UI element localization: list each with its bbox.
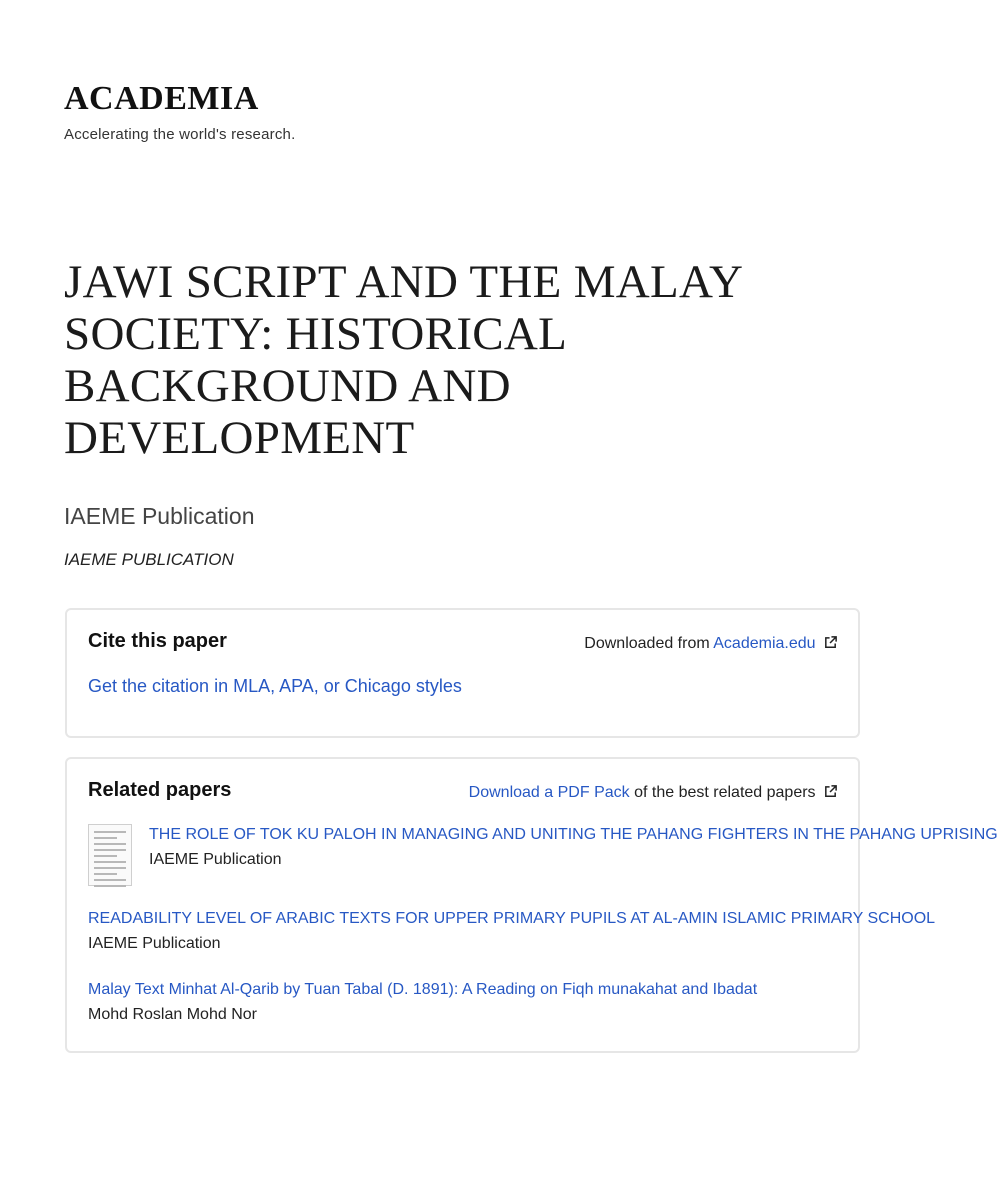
external-link-icon[interactable] [823,635,838,650]
related-item-title[interactable]: THE ROLE OF TOK KU PALOH IN MANAGING AND UNITING THE PAHANG FIGHTERS IN THE PAHANG UPRISING [149,826,998,843]
related-item [88,980,838,1025]
cite-heading: Cite this paper [88,630,227,652]
paper-title: JAWI SCRIPT AND THE MALAY SOCIETY: HISTORICAL BACKGROUND AND DEVELOPMENT [64,256,742,464]
academia-logo[interactable]: ACADEMIA [64,80,259,117]
related-heading: Related papers [88,779,232,801]
downloaded-from-label: Downloaded from [584,635,710,652]
related-item [88,909,936,954]
downloaded-from-note [584,635,838,653]
related-item-author: IAEME Publication [149,851,282,868]
related-item-author: IAEME Publication [88,935,221,952]
related-item-title[interactable]: Malay Text Minhat Al-Qarib by Tuan Tabal (D. 1891): A Reading on Fiqh munakahat and Ibadat [88,981,758,998]
get-citation-link[interactable]: Get the citation in MLA, APA, or Chicago styles [88,676,462,696]
related-papers-box [65,757,998,1053]
external-link-icon[interactable] [823,784,838,799]
paper-author: IAEME Publication [64,503,255,529]
paper-publisher: IAEME PUBLICATION [64,550,234,569]
paper-thumbnail-icon[interactable] [88,824,132,886]
pdf-pack-note [469,784,838,802]
related-item-author: Mohd Roslan Mohd Nor [88,1006,257,1023]
download-pdf-pack-link[interactable]: Download a PDF Pack [468,784,630,801]
pdf-pack-suffix: of the best related papers [634,784,816,801]
related-item-title[interactable]: READABILITY LEVEL OF ARABIC TEXTS FOR UPPER PRIMARY PUPILS AT AL-AMIN ISLAMIC PRIMARY SCHOOL [88,910,936,927]
academia-edu-link[interactable]: Academia.edu [713,635,816,652]
brand-header [64,80,295,143]
related-item [149,825,998,870]
cite-paper-box [65,608,860,738]
tagline: Accelerating the world's research. [64,126,296,143]
